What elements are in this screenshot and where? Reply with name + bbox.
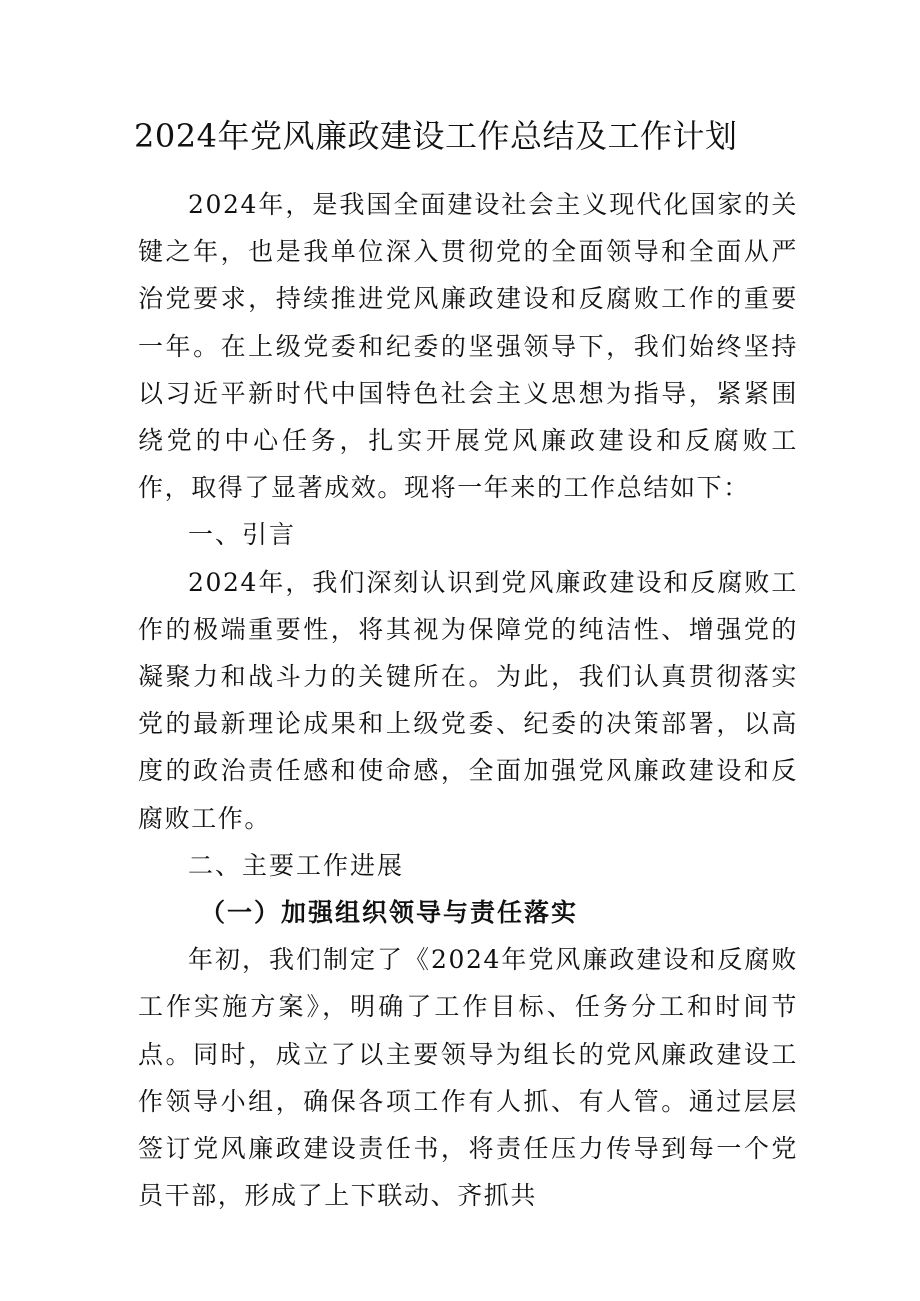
section-heading-main-progress: 二、主要工作进展 bbox=[188, 850, 405, 880]
introduction-paragraph: 2024年，我们深刻认识到党风廉政建设和反腐败工作的极端重要性，将其视为保障党的纯洁性、增强党的凝聚力和战斗力的关键所在。为此，我们认真贯彻落实党的最新理论成果和上级党委、纪委的决策部署，以高度的政治责任感和使命感，全面加强党风廉政建设和反腐败工作。 bbox=[138, 567, 798, 833]
organization-paragraph: 年初，我们制定了《2024年党风廉政建设和反腐败工作实施方案》，明确了工作目标、任务分工和时间节点。同时，成立了以主要领导为组长的党风廉政建设工作领导小组，确保各项工作有人抓、有人管。通过层层签订党风廉政建设责任书，将责任压力传导到每一个党员干部，形成了上下联动、齐抓共 bbox=[138, 945, 798, 1211]
document-title: 2024年党风廉政建设工作总结及工作计划 bbox=[134, 117, 738, 155]
section-heading-introduction: 一、引言 bbox=[188, 520, 297, 550]
intro-paragraph: 2024年，是我国全面建设社会主义现代化国家的关键之年，也是我单位深入贯彻党的全面领导和全面从严治党要求，持续推进党风廉政建设和反腐败工作的重要一年。在上级党委和纪委的坚强领导下，我们始终坚持以习近平新时代中国特色社会主义思想为指导，紧紧围绕党的中心任务，扎实开展党风廉政建设和反腐败工作，取得了显著成效。现将一年来的工作总结如下： bbox=[138, 190, 798, 503]
document-body bbox=[138, 181, 798, 1219]
subsection-heading-organization: （一）加强组织领导与责任落实 bbox=[200, 898, 579, 928]
